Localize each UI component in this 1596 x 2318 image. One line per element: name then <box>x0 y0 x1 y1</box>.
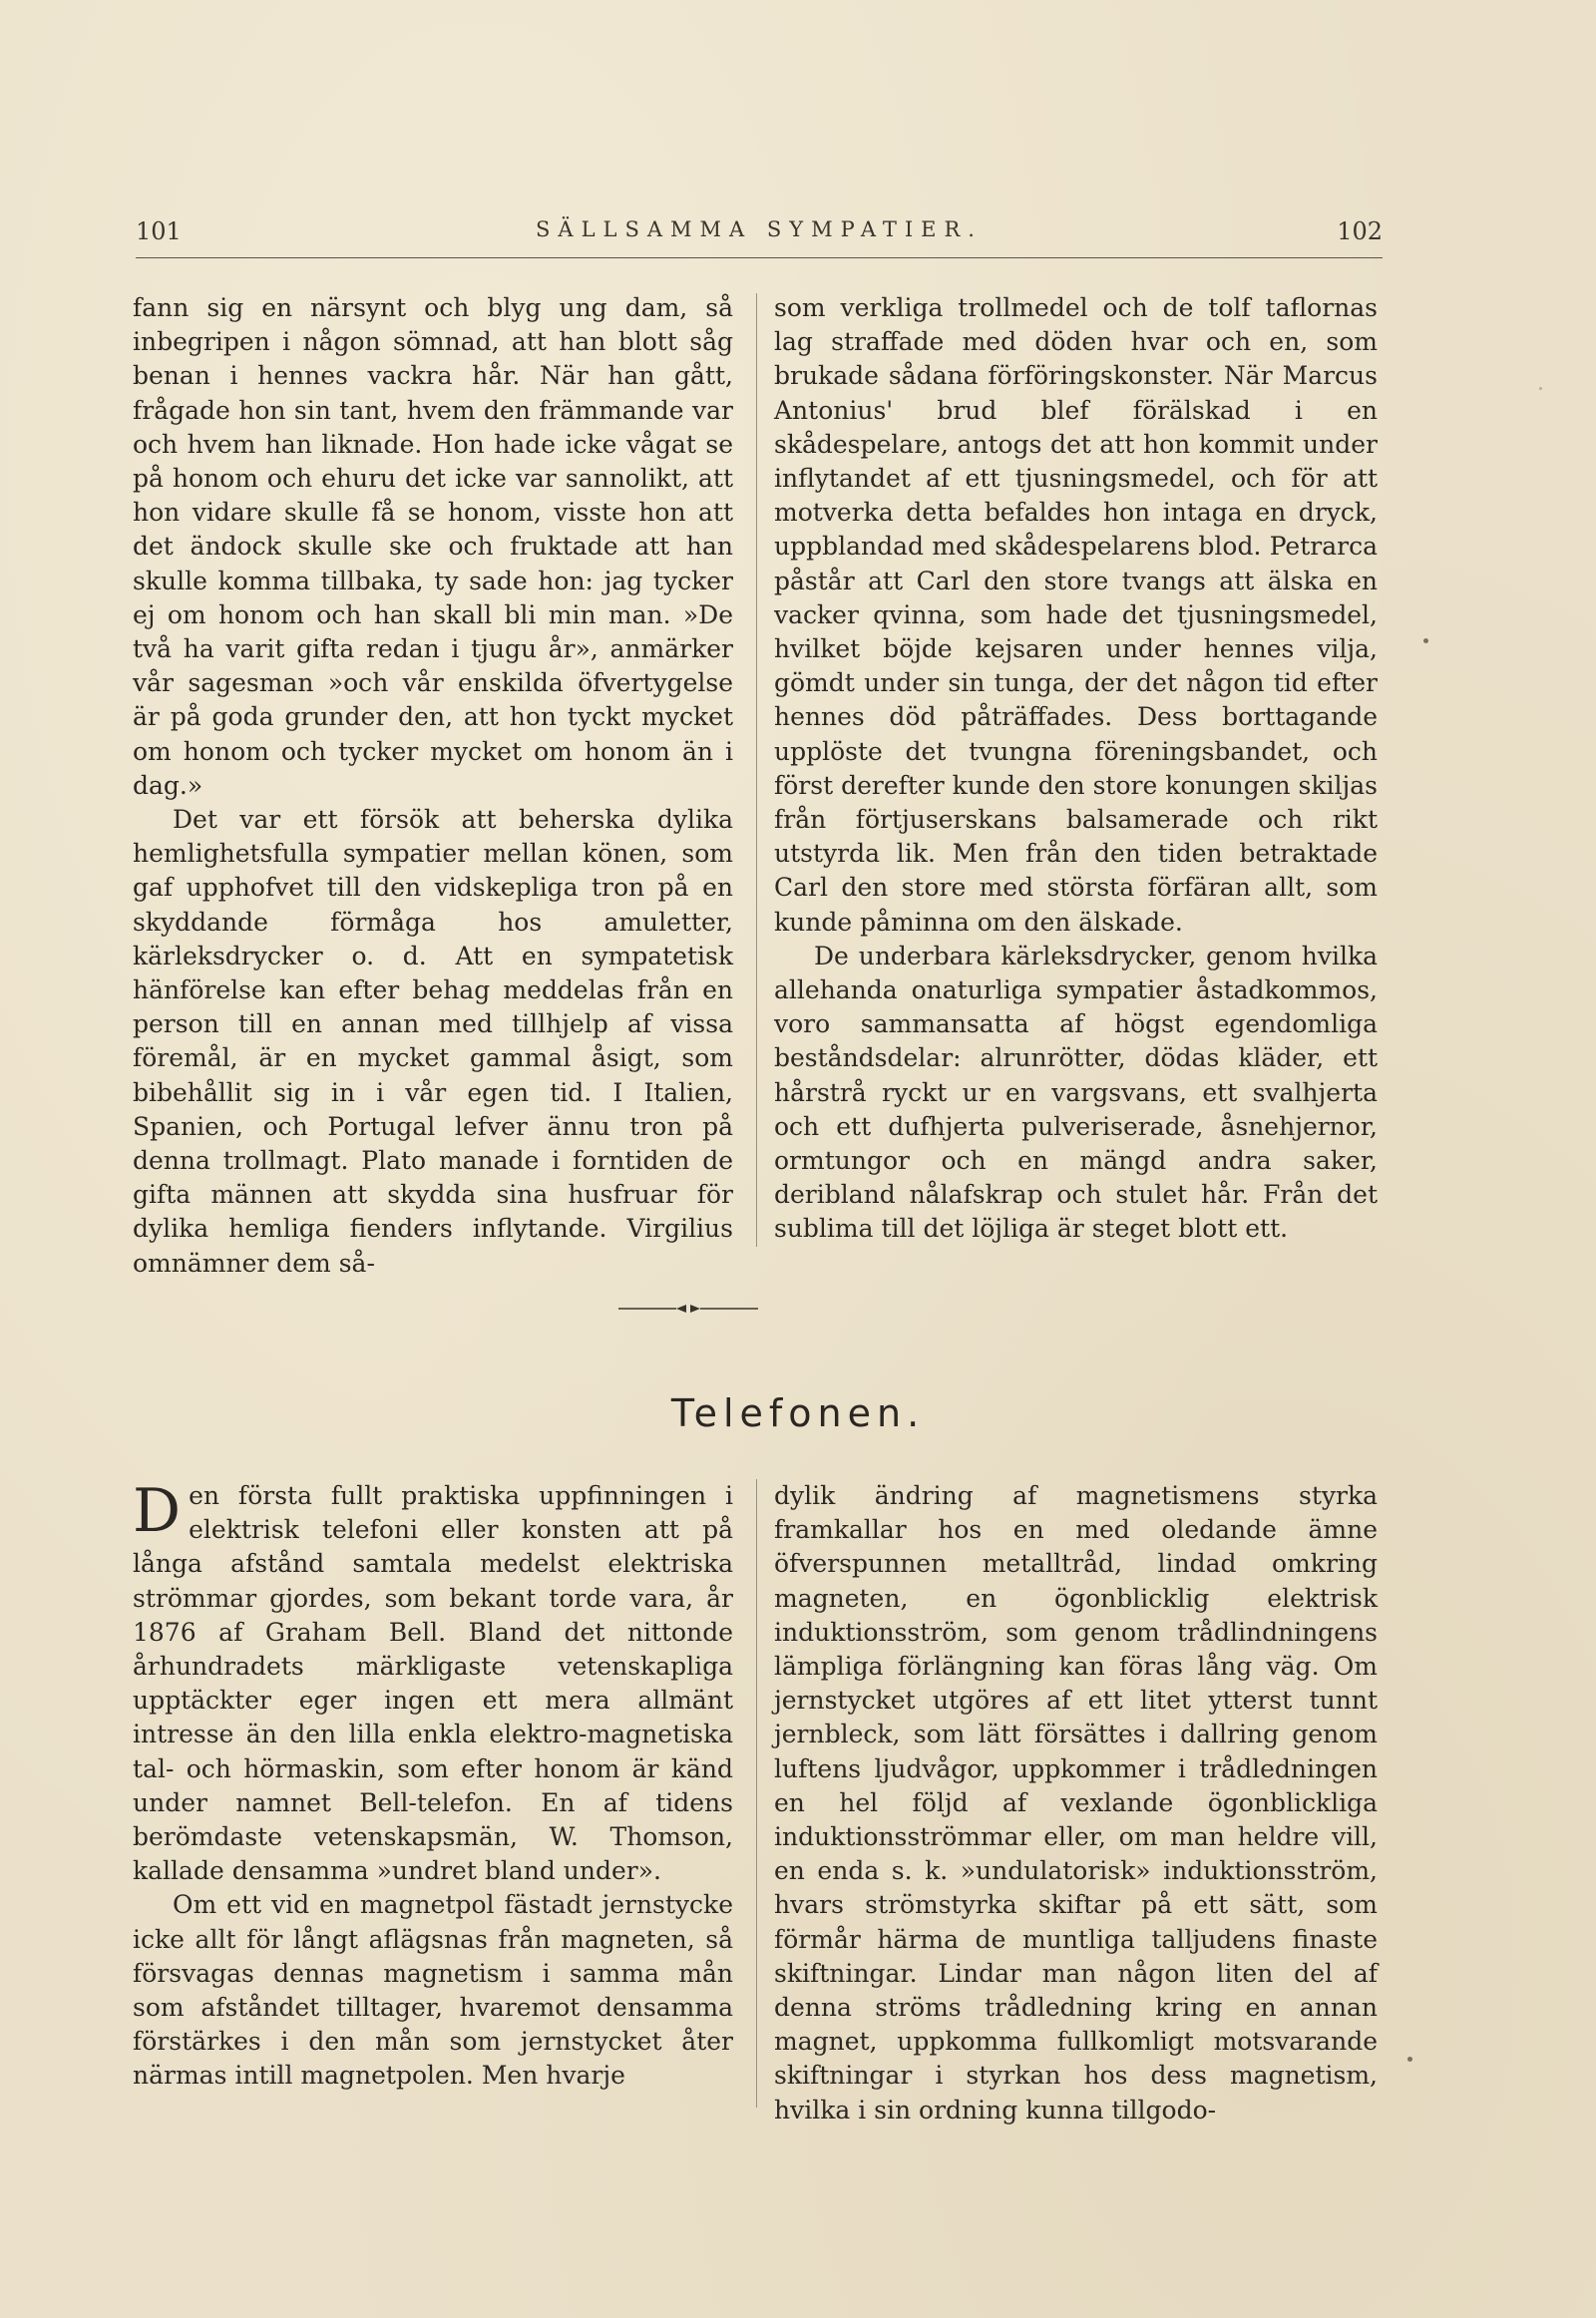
article-right-column <box>774 1479 1378 2127</box>
article-right-paragraph-1: dylik ändring af magnetismens styrka framkallar hos en med oledande ämne öfverspunnen metalltråd, lindad omkring magneten, en ögonblicklig elektrisk induktionsström, som genom trådlindningens lämpliga förlängning kan föras lång väg. Om jernstycket utgöres af ett litet ytterst tunnt jernbleck, som lätt försättes i dallring genom luftens ljudvågor, uppkommer i trådledningen en hel följd af vexlande ögonblickliga induktionsströmmar eller, om man heldre vill, en enda s. k. »undulatorisk» induktionsström, hvars strömstyrka skiftar på ett sätt, som förmår härma de muntliga talljudens finaste skiftningar. Lindar man någon liten del af denna ströms trådledning kring en annan magnet, uppkomma fullkomligt motsvarande skiftningar i styrkan hos dess magnetism, hvilka i sin ordning kunna tillgodo- <box>774 1481 1378 2125</box>
upper-right-column <box>774 291 1378 1247</box>
article-title: Telefonen. <box>670 1391 926 1435</box>
upper-left-paragraph-2: Det var ett försök att beherska dylika hemlighetsfulla sympatier mellan könen, som gaf upphofvet till den vidskepliga tron på en skyddande förmåga hos amuletter, kärleksdrycker o. d. Att en sympatetisk hänförelse kan efter behag meddelas från en person till en annan med tillhjelp af vissa föremål, är en mycket gammal åsigt, som bibehållit sig in i vår egen tid. I Italien, Spanien, och Portugal lefver ännu tron på denna trollmagt. Plato manade i forntiden de gifta männen att skydda sina husfruar för dylika hemliga fienders inflytande. Virgilius omnämner dem så- <box>133 805 733 1278</box>
running-title: SÄLLSAMMA SYMPATIER. <box>536 217 983 241</box>
upper-column-separator <box>756 293 757 1247</box>
ornament-divider <box>618 1302 758 1316</box>
article-column-separator <box>756 1479 757 2108</box>
paper-speck <box>1423 638 1428 643</box>
upper-right-paragraph-1: som verkliga trollmedel och de tolf taflornas lag straffade med döden hvar och en, som brukade sådana förföringskonster. När Marcus Antonius' brud blef förälskad i en skådespelare, antogs det att hon kommit under inflytandet af ett tjusningsmedel, och för att motverka detta befaldes hon intaga en dryck, uppblandad med skådespelarens blod. Petrarca påstår att Carl den store tvangs att älska en vacker qvinna, som hade det tjusningsmedel, hvilket böjde kejsaren under hennes vilja, gömdt under sin tunga, der det någon tid efter hennes död påträffades. Dess borttagande upplöste det tvungna föreningsbandet, och först derefter kunde den store konungen skiljas från förtjuserskans balsamerade och rikt utstyrda lik. Men från den tiden betraktade Carl den store med största förfäran allt, som kunde påminna om den älskade. <box>774 293 1378 937</box>
page-header <box>136 217 1383 247</box>
article-left-paragraph-1 <box>133 1476 733 1888</box>
article-first-paragraph-text: en första fullt praktiska uppfinningen i elektrisk telefoni eller konsten att på långa afstånd samtala medelst elektriska strömmar gjordes, som bekant torde vara, år 1876 af Graham Bell. Bland det nittonde århundradets märkligaste vetenskapliga upptäckter eger ingen ett mera allmänt intresse än den lilla enkla elektro-magnetiska tal- och hörmaskin, som efter honom är känd under namnet Bell-telefon. En af tidens berömdaste vetenskapsmän, W. Thomson, kallade densamma »undret bland under». <box>133 1481 733 1886</box>
upper-right-paragraph-2: De underbara kärleksdrycker, genom hvilka allehanda onaturliga sympatier åstadkommos, voro sammansatta af högst egendomliga beståndsdelar: alrunrötter, dödas kläder, ett hårstrå ryckt ur en vargsvans, ett svalhjerta och ett dufhjerta pulveriserade, åsnehjernor, ormtungor och en mängd andra saker, deribland nålafskrap och stulet hår. Från det sublima till det löjliga är steget blott ett. <box>774 941 1378 1244</box>
upper-left-column <box>133 291 733 1281</box>
page-number-right: 102 <box>1337 217 1383 245</box>
drop-cap: D <box>133 1476 182 1546</box>
header-rule <box>136 257 1383 258</box>
upper-left-paragraph-1: fann sig en närsynt och blyg ung dam, så inbegripen i någon sömnad, att han blott såg benan i hennes vackra hår. När han gått, frågade hon sin tant, hvem den främmande var och hvem han liknade. Hon hade icke vågat se på honom och ehuru det icke var sannolikt, att hon vidare skulle få se honom, visste hon att det ändock skulle ske och fruktade att han skulle komma tillbaka, ty sade hon: jag tycker ej om honom och han skall bli min man. »De två ha varit gifta redan i tjugu år», anmärker vår sagesman »och vår enskilda öfvertygelse är på goda grunder den, att hon tyckt mycket om honom och tycker mycket om honom än i dag.» <box>133 293 733 800</box>
paper-speck <box>1539 387 1542 390</box>
paper-speck <box>1407 2057 1412 2062</box>
article-left-paragraph-2: Om ett vid en magnetpol fästadt jernstycke icke allt för långt aflägsnas från magneten, så försvagas dennas magnetism i samma mån som afståndet tilltager, hvaremot densamma förstärkes i den mån som jernstycket åter närmas intill magnetpolen. Men hvarje <box>133 1890 733 2091</box>
page-number-left: 101 <box>136 217 182 245</box>
article-left-column <box>133 1476 733 2094</box>
